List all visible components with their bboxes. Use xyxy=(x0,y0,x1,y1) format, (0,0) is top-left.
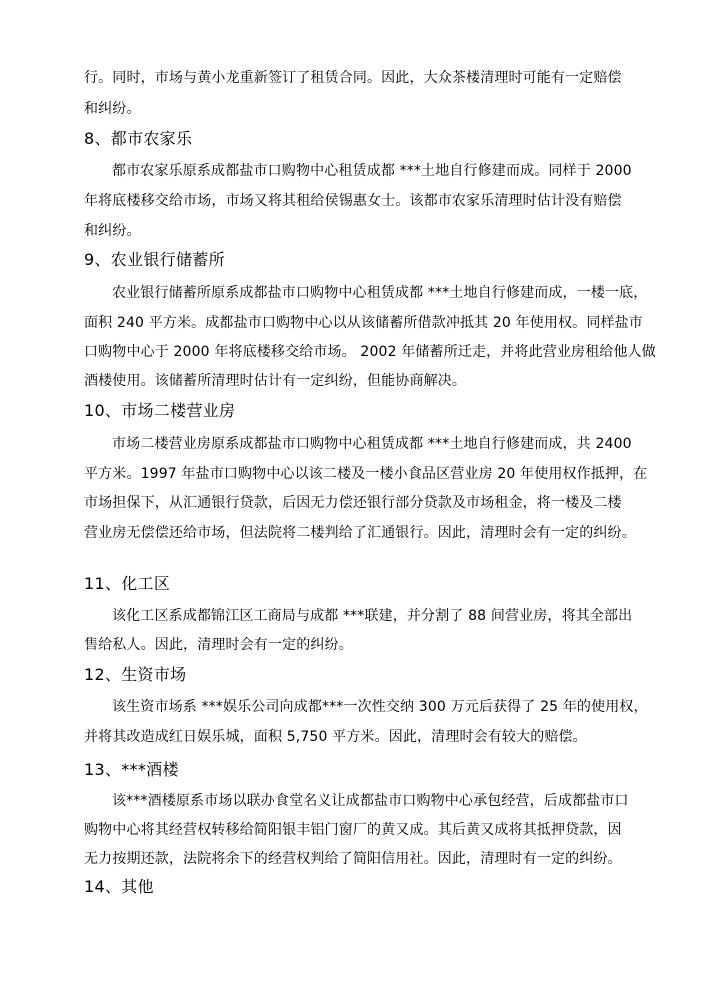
section-heading: 13、***酒楼 xyxy=(84,760,179,779)
body-line: 该生资市场系 ***娱乐公司向成都***一次性交纳 300 万元后获得了 25 年的使用权， xyxy=(112,699,648,715)
body-line: 市场二楼营业房原系成都盐市口购物中心租赁成都 ***土地自行修建而成，共 2400 xyxy=(112,436,632,452)
body-line: 年将底楼移交给市场，市场又将其租给侯锡惠女士。该都市农家乐清理时估计没有赔偿 xyxy=(84,193,622,209)
body-line: 市场担保下，从汇通银行贷款，后因无力偿还银行部分贷款及市场租金，将一楼及二楼 xyxy=(84,495,622,511)
body-line: 购物中心将其经营权转移给简阳银丰铝门窗厂的黄又成。其后黄又成将其抵押贷款，因 xyxy=(84,822,622,838)
body-line: 该化工区系成都锦江区工商局与成都 ***联建，并分割了 88 间营业房，将其全部出 xyxy=(112,608,633,624)
body-line: 都市农家乐原系成都盐市口购物中心租赁成都 ***土地自行修建而成。同样于 2000 xyxy=(112,163,632,179)
body-line: 该***酒楼原系市场以联办食堂名义让成都盐市口购物中心承包经营，后成都盐市口 xyxy=(112,793,629,809)
body-line: 和纠纷。 xyxy=(84,101,141,117)
body-line: 农业银行储蓄所原系成都盐市口购物中心租赁成都 ***土地自行修建而成，一楼一底， xyxy=(112,285,648,301)
body-line: 并将其改造成红日娱乐城，面积 5,750 平方米。因此，清理时会有较大的赔偿。 xyxy=(84,729,587,745)
body-line: 营业房无偿偿还给市场，但法院将二楼判给了汇通银行。因此，清理时会有一定的纠纷。 xyxy=(84,525,636,541)
section-heading: 10、市场二楼营业房 xyxy=(84,401,236,420)
body-line: 口购物中心于 2000 年将底楼移交给市场。 2002 年储蓄所迁走，并将此营业房租给他人做 xyxy=(84,344,656,360)
body-line: 平方米。1997 年盐市口购物中心以该二楼及一楼小食品区营业房 20 年使用权作抵押，在 xyxy=(84,466,648,482)
body-line: 酒楼使用。该储蓄所清理时估计有一定纠纷，但能协商解决。 xyxy=(84,373,467,389)
body-line: 面积 240 平方米。成都盐市口购物中心以从该储蓄所借款冲抵其 20 年使用权。同样盐市 xyxy=(84,315,643,331)
section-heading: 12、生资市场 xyxy=(84,665,187,684)
section-heading: 14、其他 xyxy=(84,877,154,896)
section-heading: 9、农业银行储蓄所 xyxy=(84,250,225,269)
body-line: 和纠纷。 xyxy=(84,223,141,239)
body-line: 售给私人。因此，清理时会有一定的纠纷。 xyxy=(84,637,353,653)
section-heading: 8、都市农家乐 xyxy=(84,129,193,148)
body-line: 行。同时，市场与黄小龙重新签订了租赁合同。因此，大众茶楼清理时可能有一定赔偿 xyxy=(84,70,622,86)
section-heading: 11、化工区 xyxy=(84,574,171,593)
body-line: 无力按期还款，法院将余下的经营权判给了简阳信用社。因此，清理时有一定的纠纷。 xyxy=(84,851,622,867)
